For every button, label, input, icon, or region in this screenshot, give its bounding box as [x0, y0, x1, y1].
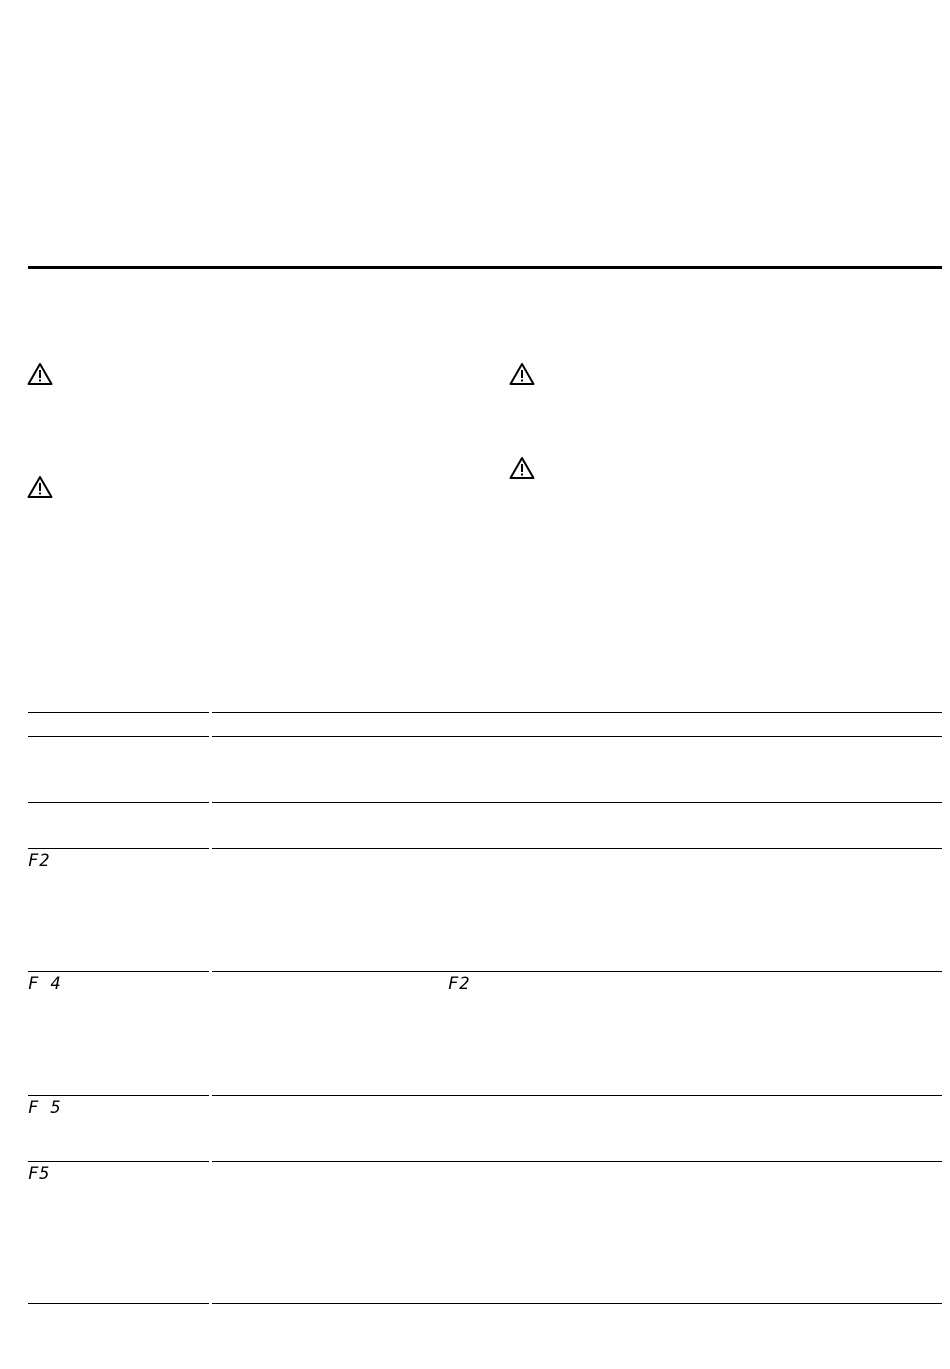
table-row — [28, 736, 942, 802]
table-rule — [28, 848, 209, 849]
table-rule — [28, 736, 209, 737]
table-row — [28, 1161, 942, 1303]
table-header-row — [28, 712, 942, 736]
warning-triangle-icon — [509, 456, 535, 480]
table-rule — [212, 1161, 942, 1162]
error-code: F2 — [28, 851, 51, 871]
error-code-table — [28, 712, 942, 1305]
table-rule — [28, 1303, 209, 1304]
table-rule — [212, 1303, 942, 1304]
table-row — [28, 971, 942, 1095]
table-bottom-rule — [28, 1303, 942, 1305]
table-row — [28, 1095, 942, 1161]
warning-triangle-icon — [27, 475, 53, 499]
table-rule — [212, 1095, 942, 1096]
warning-triangle-icon — [27, 362, 53, 386]
warning-triangle-icon — [509, 362, 535, 386]
table-rule — [212, 802, 942, 803]
table-rule — [28, 971, 209, 972]
table-row — [28, 802, 942, 848]
table-rule — [28, 1161, 209, 1162]
section-divider — [28, 266, 942, 269]
table-rule — [28, 802, 209, 803]
table-rule — [212, 712, 942, 713]
inline-error-code: F2 — [448, 974, 471, 994]
table-rule — [28, 712, 209, 713]
table-rule — [212, 848, 942, 849]
error-code: F 5 — [28, 1098, 62, 1118]
error-code: F5 — [28, 1164, 51, 1184]
table-rule — [212, 736, 942, 737]
table-rule — [28, 1095, 209, 1096]
table-row — [28, 848, 942, 971]
table-rule — [212, 971, 942, 972]
error-code: F 4 — [28, 974, 62, 994]
